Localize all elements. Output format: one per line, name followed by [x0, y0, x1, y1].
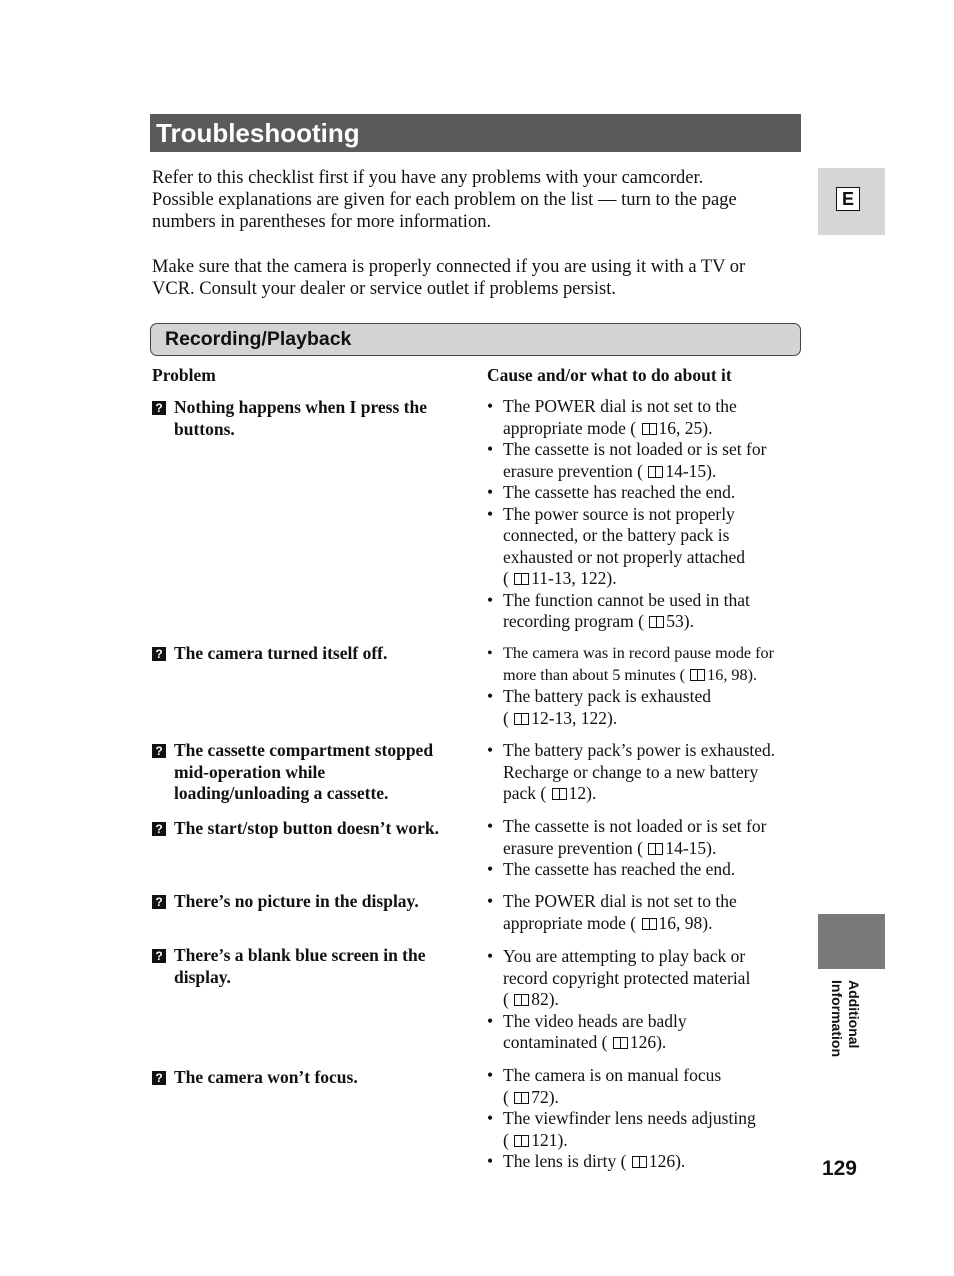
cause-item: • The lens is dirty ( 126).: [487, 1151, 805, 1173]
book-reference-icon: [649, 616, 664, 628]
book-reference-icon: [514, 994, 529, 1006]
cause-item: • The battery pack’s power is exhausted. Recharge or change to a new battery pack ( 12).: [487, 740, 805, 805]
cause-item: • The camera was in record pause mode for more than about 5 minutes ( 16, 98).: [487, 643, 805, 686]
section-heading: Recording/Playback: [150, 323, 801, 356]
intro-line: Make sure that the camera is properly connected if you are using it with a TV or: [152, 257, 746, 277]
problem-text: The cassette compartment stopped: [174, 740, 434, 760]
problem-item: [152, 1067, 462, 1089]
cause-list: [487, 891, 805, 934]
problem-text: display.: [174, 966, 231, 987]
intro-line: Possible explanations are given for each problem on the list — turn to the page: [152, 190, 737, 210]
book-reference-icon: [632, 1156, 647, 1168]
question-icon: ?: [152, 822, 166, 836]
side-section-label: [822, 980, 862, 1080]
book-reference-icon: [613, 1037, 628, 1049]
cause-column-header: Cause and/or what to do about it: [487, 365, 732, 385]
cause-item: • The POWER dial is not set to the appropriate mode ( 16, 25).: [487, 396, 805, 439]
intro-line: Refer to this checklist first if you have any problems with your camcorder.: [152, 168, 704, 188]
book-reference-icon: [514, 1092, 529, 1104]
book-reference-icon: [648, 843, 663, 855]
question-icon: ?: [152, 949, 166, 963]
cause-item: • The cassette is not loaded or is set for erasure prevention ( 14-15).: [487, 816, 805, 859]
cause-list: [487, 643, 805, 729]
intro-line: VCR. Consult your dealer or service outlet if problems persist.: [152, 279, 616, 299]
language-tab: [818, 168, 885, 235]
book-reference-icon: [642, 423, 657, 435]
cause-item: • The cassette is not loaded or is set for erasure prevention ( 14-15).: [487, 439, 805, 482]
cause-item: • The cassette has reached the end.: [487, 482, 805, 504]
problem-item: [152, 945, 462, 988]
cause-item: • The function cannot be used in that recording program ( 53).: [487, 590, 805, 633]
problem-text: The camera won’t focus.: [174, 1067, 358, 1087]
cause-list: [487, 946, 805, 1054]
cause-item: • The battery pack is exhausted ( 12-13, 122).: [487, 686, 805, 729]
page-title: Troubleshooting: [150, 114, 801, 152]
question-icon: ?: [152, 1071, 166, 1085]
section-marker: [818, 914, 885, 969]
problem-item: [152, 397, 462, 440]
cause-list: [487, 816, 805, 881]
book-reference-icon: [642, 918, 657, 930]
problem-text: Nothing happens when I press the: [174, 397, 428, 417]
question-icon: ?: [152, 895, 166, 909]
language-letter: E: [836, 187, 860, 211]
question-icon: ?: [152, 744, 166, 758]
intro-paragraph-2: [152, 256, 802, 300]
cause-list: [487, 1065, 805, 1173]
question-icon: ?: [152, 401, 166, 415]
cause-item: • The POWER dial is not set to the appropriate mode ( 16, 98).: [487, 891, 805, 934]
cause-list: [487, 740, 805, 805]
problem-text: mid-operation while: [174, 761, 326, 782]
intro-line: numbers in parentheses for more information.: [152, 212, 492, 232]
intro-paragraph-1: [152, 167, 802, 233]
problem-item: [152, 891, 462, 913]
book-reference-icon: [514, 713, 529, 725]
problem-text: buttons.: [174, 418, 235, 439]
book-reference-icon: [648, 466, 663, 478]
book-reference-icon: [690, 669, 705, 681]
cause-item: • The video heads are badly contaminated ( 126).: [487, 1011, 805, 1054]
problem-text: loading/unloading a cassette.: [174, 783, 389, 803]
problem-text: There’s a blank blue screen in the: [174, 945, 426, 965]
question-icon: ?: [152, 647, 166, 661]
problem-item: [152, 643, 462, 665]
book-reference-icon: [514, 573, 529, 585]
problem-text: There’s no picture in the display.: [174, 891, 419, 911]
page-number: 129: [821, 1157, 857, 1180]
problem-text: The start/stop button doesn’t work.: [174, 818, 439, 838]
problem-item: [152, 818, 462, 840]
cause-item: • The power source is not properly connected, or the battery pack is exhausted or not properly attached ( 11-13, 122).: [487, 504, 805, 590]
problem-column-header: Problem: [152, 365, 216, 385]
problem-text: The camera turned itself off.: [174, 643, 388, 663]
side-label-line: Information: [829, 980, 845, 1057]
cause-item: • The cassette has reached the end.: [487, 859, 805, 881]
book-reference-icon: [514, 1135, 529, 1147]
cause-item: • The viewfinder lens needs adjusting ( 121).: [487, 1108, 805, 1151]
cause-item: • The camera is on manual focus ( 72).: [487, 1065, 805, 1108]
book-reference-icon: [552, 788, 567, 800]
problem-item: [152, 740, 462, 805]
side-label-line: Additional: [846, 980, 862, 1049]
cause-list: [487, 396, 805, 633]
cause-item: • You are attempting to play back or record copyright protected material ( 82).: [487, 946, 805, 1011]
